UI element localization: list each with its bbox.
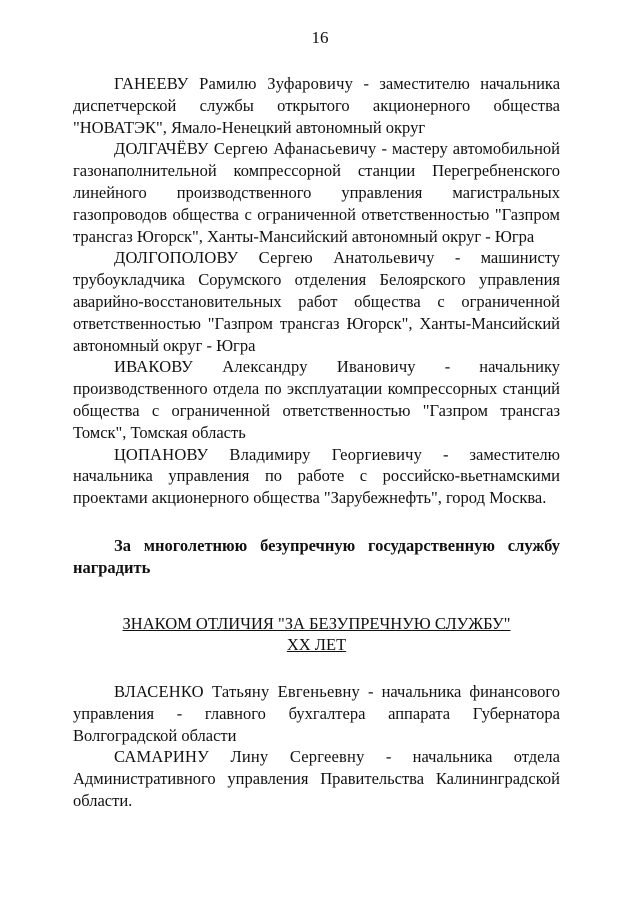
recipient-position: заместителю начальника управления по работе с российско-вьетнамскими проектами акционерного общества "Зарубежнефть", город Москва. (73, 444, 560, 508)
entry-dash: - (364, 747, 413, 767)
recipient-name: ВЛАСЕНКО Татьяну Евгеньевну (114, 681, 360, 701)
award-list-section-one (73, 73, 560, 509)
award-years: XX ЛЕТ (286, 634, 347, 654)
recipient-position: мастеру автомобильной газонаполнительной компрессорной станции Перегребненского линейного производственного управления магистральных газопроводов общества с ограниченной ответственностью "Газпром трансгаз Югорск", Ханты-Мансийский автономный округ - Югра (73, 139, 561, 246)
entry-dash: - (415, 357, 480, 377)
award-list-section-two (73, 681, 560, 812)
entry-dash: - (422, 444, 470, 464)
recipient-position: начальника отдела Административного управления Правительства Калининградской области. (73, 747, 560, 810)
entry-dash: - (434, 248, 481, 268)
entry-dash: - (353, 74, 380, 93)
recipient-name: ДОЛГОПОЛОВУ Сергею Анатольевичу (114, 248, 435, 268)
award-entry (73, 73, 560, 138)
award-entry (73, 444, 560, 509)
award-entry (73, 247, 560, 356)
award-entry (73, 356, 560, 443)
recipient-name: ЦОПАНОВУ Владимиру Георгиевичу (114, 444, 423, 464)
recipient-position: начальнику производственного отдела по эксплуатации компрессорных станций общества с ограниченной ответственностью "Газпром трансгаз Томск", Томская область (73, 357, 560, 442)
recipient-position: машинисту трубоукладчика Сорумского отделения Белоярского управления аварийно-восстановительных работ общества с ограниченной ответственностью "Газпром трансгаз Югорск", Ханты-Мансийский автономный округ - Югра (73, 248, 561, 355)
recipient-name: ГАНЕЕВУ Рамилю Зуфаровичу (114, 74, 354, 93)
entry-dash: - (376, 139, 392, 159)
recipient-name: ДОЛГАЧЁВУ Сергею Афанасьевичу (114, 139, 377, 159)
entry-dash: - (359, 681, 382, 701)
award-heading: За многолетнюю безупречную государственную службу наградить (73, 535, 560, 577)
recipient-position: начальника финансового управления - главного бухгалтера аппарата Губернатора Волгоградской области (73, 681, 560, 745)
award-entry (73, 746, 560, 811)
recipient-name: ИВАКОВУ Александру Ивановичу (114, 357, 416, 377)
recipient-position: заместителю начальника диспетчерской службы открытого акционерного общества "НОВАТЭК", Ямало-Ненецкий автономный округ (73, 74, 561, 137)
award-entry (73, 138, 560, 247)
award-entry (73, 681, 560, 746)
award-title: ЗНАКОМ ОТЛИЧИЯ "ЗА БЕЗУПРЕЧНУЮ СЛУЖБУ" (122, 613, 511, 633)
page-number: 16 (311, 28, 329, 47)
document-body (73, 73, 560, 812)
recipient-name: САМАРИНУ Лину Сергеевну (114, 747, 365, 767)
